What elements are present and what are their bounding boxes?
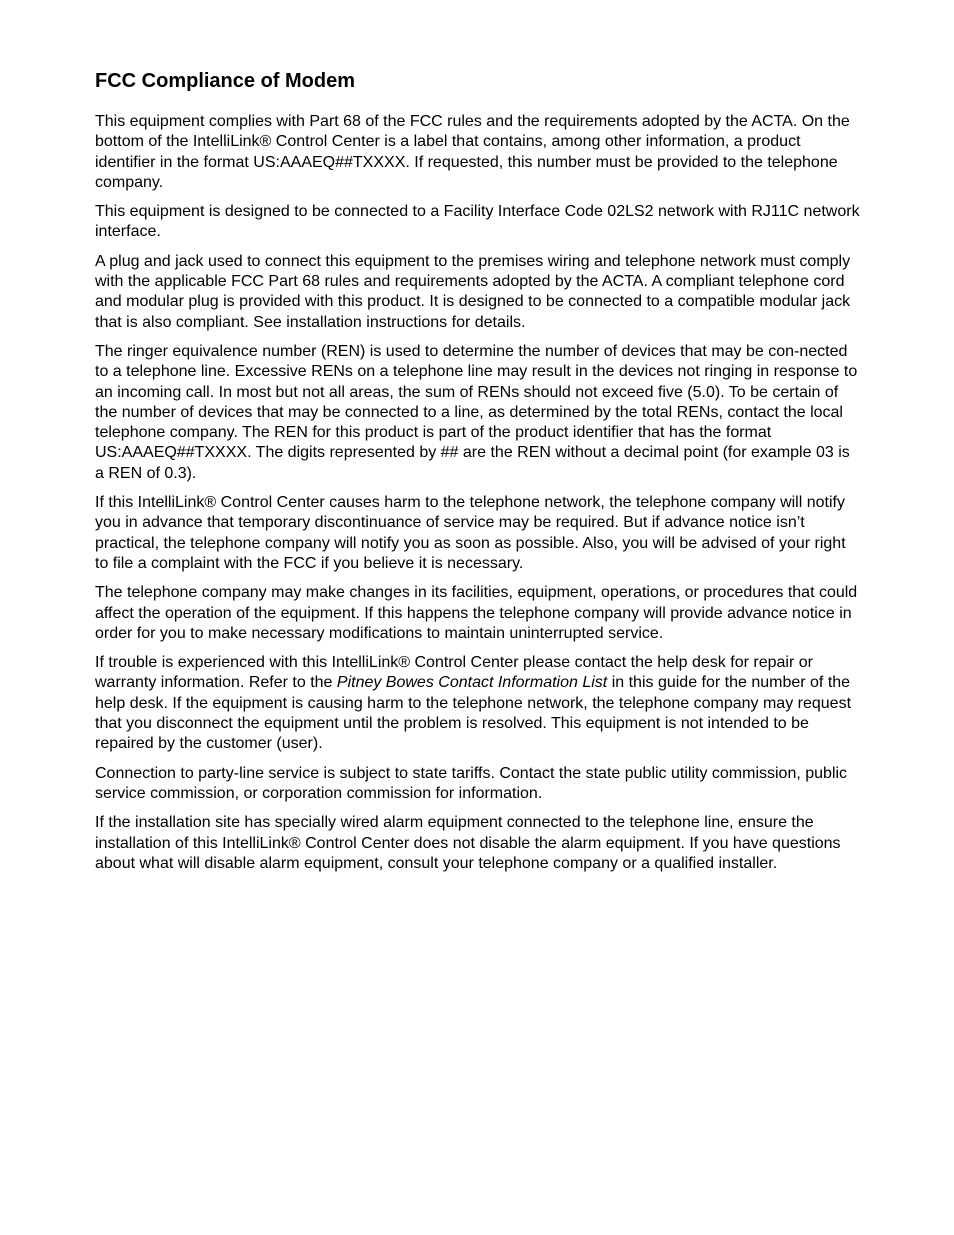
- paragraph-plug-jack: A plug and jack used to connect this equipment to the premises wiring and telephone network must comply with the applicable FCC Part 68 rules and requirements adopted by the ACTA. A compliant telephone cord and modular plug is provided with this product. It is designed to be connected to a compatible modular jack that is also compliant. See installation instructions for details.: [95, 252, 851, 331]
- paragraph-harm-network: If this IntelliLink® Control Center causes harm to the telephone network, the telephone company will notify you in advance that temporary discontinuance of service may be required. But if advance notice isn’t practical, the telephone company will notify you as soon as possible. Also, you will be advised of your right to file a complaint with the FCC if you believe it is necessary.: [95, 494, 846, 572]
- paragraph-party-line: Connection to party-line service is subject to state tariffs. Contact the state public utility commission, public service commission, or corporation commission for information.: [95, 764, 848, 802]
- trouble-text-after: in this guide for the number of the help desk. If the equipment is causing harm to the telephone network, the telephone company may request that you disconnect the equipment until the problem is resolved. This equipment is not intended to be repaired by the customer (user).: [95, 674, 852, 753]
- paragraph-network-interface: This equipment is designed to be connected to a Facility Interface Code 02LS2 network with RJ11C network interface.: [95, 203, 860, 241]
- paragraph-part68: This equipment complies with Part 68 of the FCC rules and the requirements adopted by the ACTA. On the bottom of the IntelliLink® Control Center is a label that contains, among other information, a product identifier in the format US:AAAEQ##TXXXX. If requested, this number must be provided to the telephone company.: [95, 113, 850, 191]
- paragraph-alarm-equipment: If the installation site has specially wired alarm equipment connected to the telephone line, ensure the installation of this IntelliLink® Control Center does not disable the alarm equipment. If you have questions about what will disable alarm equipment, consult your telephone company or a qualified installer.: [95, 814, 841, 872]
- page-title: FCC Compliance of Modem: [95, 70, 356, 92]
- contact-list-reference: Pitney Bowes Contact Information List: [336, 674, 608, 692]
- document-page: [95, 68, 863, 883]
- paragraph-company-changes: The telephone company may make changes in its facilities, equipment, operations, or procedures that could affect the operation of the equipment. If this happens the telephone company will provide advance notice in order for you to make necessary modifications to maintain uninterrupted service.: [95, 584, 858, 642]
- paragraph-ren: The ringer equivalence number (REN) is used to determine the number of devices that may be con-nected to a telephone line. Excessive RENs on a telephone line may result in the devices not ringing in response to an incoming call. In most but not all areas, the sum of RENs should not exceed five (5.0). To be certain of the number of devices that may be connected to a line, as determined by the total RENs, contact the local telephone company. The REN for this product is part of the product identifier that has the format US:AAAEQ##TXXXX. The digits represented by ## are the REN without a decimal point (for example 03 is a REN of 0.3).: [95, 342, 858, 482]
- paragraph-trouble: [95, 653, 863, 754]
- trouble-text-before: If trouble is experienced with this IntelliLink® Control Center please contact the help desk for repair or warranty information. Refer to the: [95, 654, 813, 692]
